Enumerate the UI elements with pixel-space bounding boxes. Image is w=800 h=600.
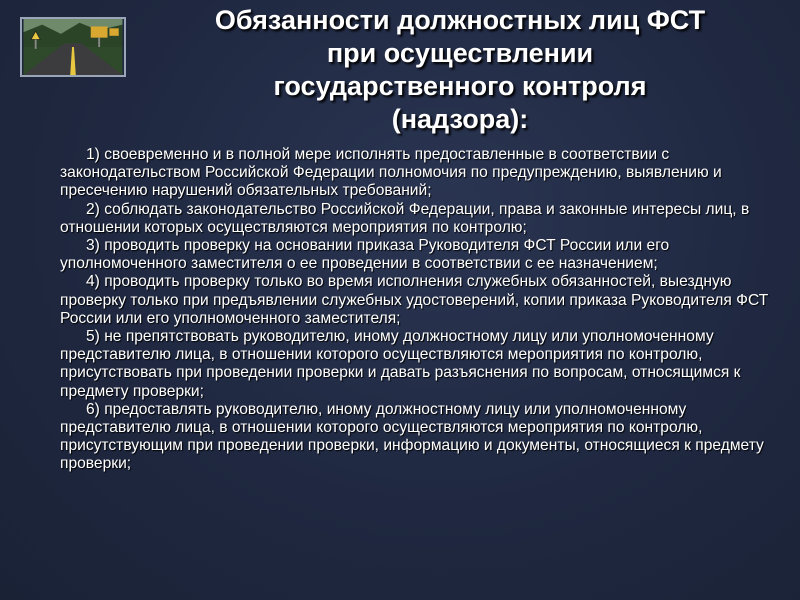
duty-item-1: 1) своевременно и в полной мере исполнять предоставленные в соответствии с законодательством Российской Федерации полномочия по предупреждению, выявлению и пресечению нарушений обязательных требований;: [60, 146, 722, 200]
duty-item-6: 6) предоставлять руководителю, иному должностному лицу или уполномоченному представителю лица, в отношении которого осуществляются мероприятия по контролю, присутствующим при проведении проверки, информацию и документы, относящиеся к предмету проверки;: [60, 400, 764, 473]
duty-item-2: 2) соблюдать законодательство Российской Федерации, права и законные интересы лиц, в отношении которых осуществляются мероприятия по контролю;: [60, 200, 750, 236]
duties-list: [60, 146, 795, 474]
duty-item-3: 3) проводить проверку на основании приказа Руководителя ФСТ России или его уполномоченного заместителя о ее проведении в соответствии с ее назначением;: [60, 237, 670, 273]
duty-item-4: 4) проводить проверку только во время исполнения служебных обязанностей, выездную проверку только при предъявлении служебных удостоверений, копии приказа Руководителя ФСТ России или его уполномоченного заместителя;: [60, 273, 769, 327]
slide-title: Обязанности должностных лиц ФСТ при осуществлении государственного контроля (надзора):: [214, 5, 706, 134]
duty-item-5: 5) не препятствовать руководителю, иному должностному лицу или уполномоченному представителю лица, в отношении которого осуществляются мероприятия по контролю, присутствовать при проведении проверки и давать разъяснения по вопросам, относящимся к предмету проверки;: [60, 328, 741, 400]
road-picture: [20, 17, 126, 77]
road-image-icon: [22, 19, 124, 75]
